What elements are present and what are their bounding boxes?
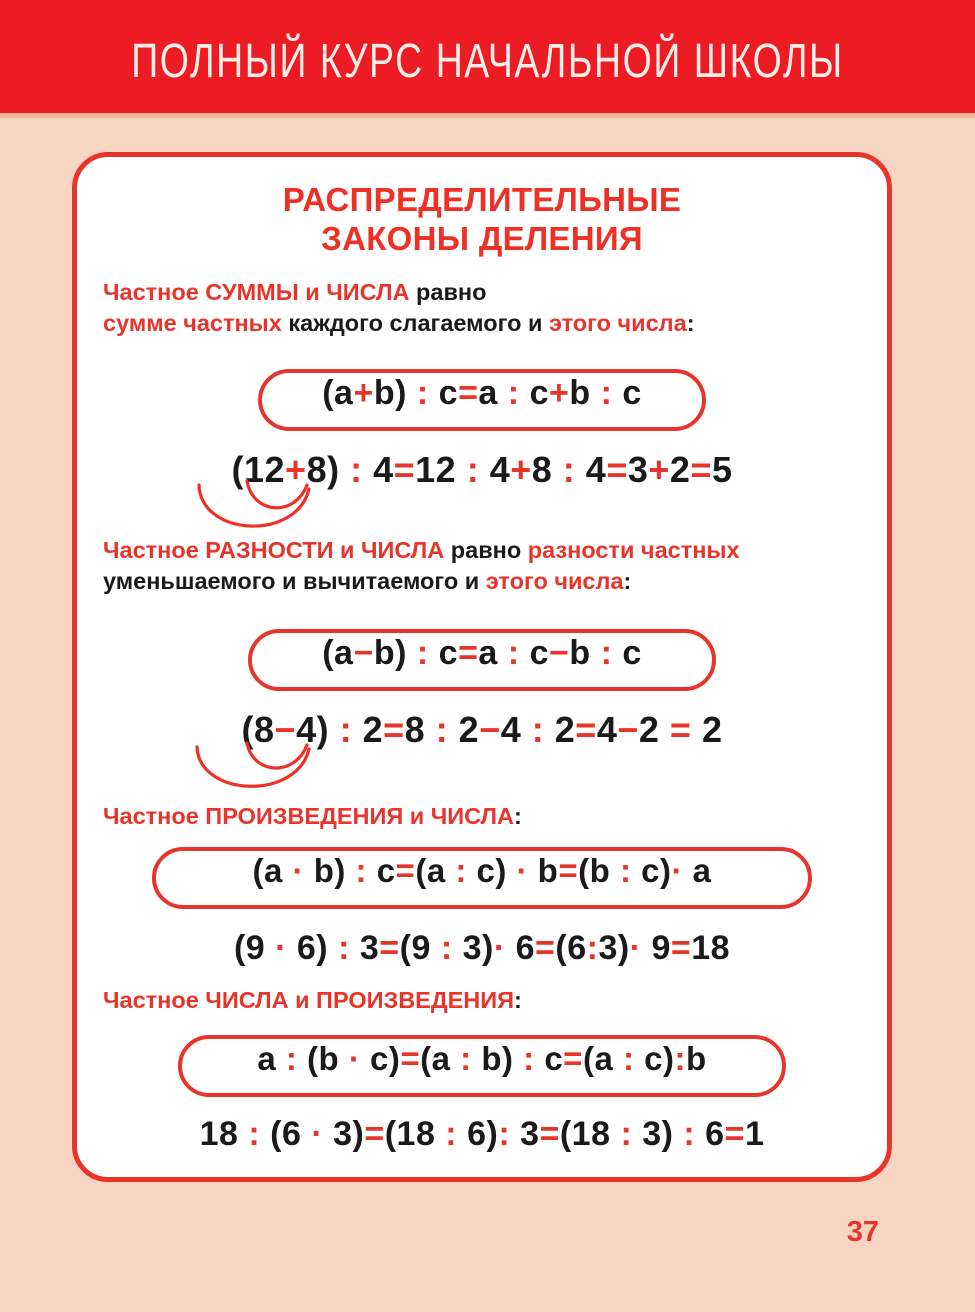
- formula-product-by-number-run-6: (a: [415, 852, 446, 889]
- rule-sum-by-number-0-run-1: равно: [416, 279, 487, 305]
- example-product-by-number-run-13: :: [586, 929, 599, 967]
- sections-container: [77, 157, 887, 1177]
- formula-difference-by-number-run-3: :: [406, 634, 439, 672]
- rule-sum-by-number-1-run-3: :: [686, 309, 695, 336]
- formula-sum-by-number-run-11: :: [590, 374, 623, 412]
- formula-difference-by-number-run-8: c: [529, 634, 549, 672]
- example-difference-by-number-run-5: =: [383, 709, 405, 750]
- arc-difference-by-number-1: [197, 747, 309, 786]
- formula-difference-by-number-run-11: :: [590, 634, 623, 672]
- formula-sum-by-number-run-8: c: [529, 374, 549, 412]
- formula-number-by-product-run-15: :: [674, 1040, 686, 1077]
- rule-line-number-by-product-0: [103, 985, 887, 1016]
- formula-product-by-number-run-5: =: [395, 852, 416, 889]
- example-product-by-number: [77, 929, 887, 968]
- formula-sum-by-number-run-9: +: [548, 374, 570, 412]
- formula-product-by-number-run-8: c): [476, 852, 507, 889]
- formula-difference-by-number: [322, 636, 642, 670]
- formula-number-by-product-run-9: :: [513, 1040, 545, 1077]
- rule-product-by-number-0-run-0: Частное ПРОИЗВЕДЕНИЯ и ЧИСЛА: [103, 803, 515, 829]
- example-number-by-product-run-2: (6: [270, 1115, 312, 1153]
- example-sum-by-number-run-4: 4: [373, 449, 394, 490]
- formula-sum-by-number: [322, 376, 642, 410]
- formula-sum-by-number-run-10: b: [569, 374, 591, 412]
- formula-difference-by-number-run-12: c: [622, 634, 642, 672]
- formula-sum-by-number-run-1: +: [353, 374, 374, 412]
- example-sum-by-number-run-10: 8: [531, 449, 553, 490]
- formula-number-by-product-run-13: :: [613, 1040, 645, 1077]
- formula-product-by-number-run-14: c): [641, 852, 672, 889]
- example-number-by-product-run-3: ·: [311, 1115, 324, 1153]
- example-product-by-number-run-7: :: [430, 929, 463, 967]
- rule-text-number-by-product: [77, 985, 887, 1016]
- example-difference-by-number-run-4: 2: [362, 709, 384, 750]
- formula-difference-by-number-run-4: c: [438, 634, 459, 672]
- example-number-by-product: [77, 1115, 887, 1154]
- example-difference-by-number-run-13: =: [575, 709, 597, 750]
- rule-difference-by-number-0-run-2: разности частных: [527, 537, 740, 563]
- formula-product-by-number-run-7: :: [445, 852, 477, 889]
- content-card: [72, 152, 892, 1182]
- example-product-by-number-run-0: (9: [233, 929, 276, 967]
- formula-product-by-number-run-15: ·: [671, 852, 683, 889]
- example-product-by-number-run-1: ·: [275, 929, 287, 967]
- example-number-by-product-run-0: 18: [199, 1115, 239, 1153]
- example-number-by-product-run-17: =: [724, 1115, 745, 1153]
- rule-product-by-number-0-run-1: :: [514, 803, 522, 829]
- example-difference-by-number-run-17: =: [669, 709, 692, 750]
- formula-sum-by-number-run-5: =: [458, 374, 479, 412]
- formula-number-by-product-run-7: :: [450, 1040, 482, 1077]
- example-number-by-product-run-1: :: [238, 1115, 271, 1153]
- rule-line-difference-by-number-0: [103, 535, 887, 566]
- example-sum-by-number-run-16: 2: [669, 449, 691, 490]
- example-sum-by-number-run-11: :: [552, 449, 586, 490]
- formula-number-by-product: [257, 1042, 706, 1075]
- rule-line-sum-by-number-1: [103, 308, 887, 339]
- formula-box-sum-by-number: [258, 369, 706, 431]
- rule-sum-by-number-1-run-0: сумме частных: [103, 309, 289, 336]
- example-number-by-product-run-6: (18: [384, 1115, 436, 1153]
- example-difference-by-number-run-15: −: [617, 709, 639, 750]
- example-product-by-number-run-16: 9: [641, 929, 671, 967]
- formula-product-by-number-run-3: :: [345, 852, 377, 889]
- example-sum-by-number-run-3: :: [339, 449, 374, 490]
- example-product-by-number-run-11: =: [535, 929, 556, 967]
- page-title-line-2: ЗАКОНЫ ДЕЛЕНИЯ: [321, 219, 643, 257]
- rule-number-by-product-0-run-0: Частное ЧИСЛА и ПРОИЗВЕДЕНИЯ: [103, 987, 515, 1013]
- example-product-by-number-run-10: 6: [505, 929, 536, 967]
- formula-sum-by-number-run-3: :: [406, 374, 439, 412]
- example-number-by-product-run-4: 3): [323, 1115, 365, 1153]
- formula-number-by-product-run-5: =: [400, 1040, 421, 1077]
- example-sum-by-number-run-6: 12: [415, 449, 457, 490]
- example-difference-by-number-run-1: −: [274, 709, 297, 750]
- example-number-by-product-run-7: :: [435, 1115, 468, 1153]
- formula-product-by-number-run-9: ·: [506, 852, 538, 889]
- header-underline: [0, 113, 975, 118]
- formula-difference-by-number-run-6: a: [478, 634, 498, 672]
- example-sum-by-number-run-9: +: [510, 449, 532, 490]
- example-sum-by-number-run-7: :: [456, 449, 490, 490]
- example-product-by-number-run-4: 3: [359, 929, 380, 967]
- example-difference-by-number-run-16: 2: [638, 709, 670, 750]
- rule-number-by-product-0-run-1: :: [514, 987, 522, 1013]
- example-product-by-number-run-18: 18: [691, 929, 731, 967]
- rule-text-difference-by-number: [77, 535, 887, 596]
- example-difference-by-number-run-0: (8: [241, 709, 275, 750]
- example-sum-by-number: [77, 449, 887, 491]
- arc-sum-by-number-1: [199, 485, 309, 526]
- formula-product-by-number-run-0: (a: [252, 852, 293, 889]
- formula-box-product-by-number: [152, 847, 812, 909]
- rule-line-sum-by-number-0: [103, 277, 887, 308]
- rule-difference-by-number-1-run-0: уменьшаемого и вычитаемого и: [103, 567, 486, 594]
- formula-number-by-product-run-16: b: [685, 1040, 707, 1077]
- formula-product-by-number: [253, 854, 712, 887]
- example-difference-by-number-run-2: 4): [296, 709, 330, 750]
- rule-difference-by-number-1-run-2: :: [623, 567, 632, 594]
- formula-difference-by-number-run-0: (a: [322, 634, 354, 672]
- example-sum-by-number-run-17: =: [690, 449, 712, 490]
- example-difference-by-number-run-3: :: [329, 709, 363, 750]
- rule-text-sum-by-number: [77, 277, 887, 338]
- example-difference-by-number-run-9: −: [479, 709, 501, 750]
- formula-number-by-product-run-8: b): [481, 1040, 514, 1077]
- formula-difference-by-number-run-7: :: [497, 634, 530, 672]
- formula-product-by-number-run-1: ·: [292, 852, 305, 889]
- formula-number-by-product-run-14: c): [644, 1040, 675, 1077]
- formula-difference-by-number-run-2: b): [373, 634, 407, 672]
- example-difference-by-number-run-8: 2: [458, 709, 480, 750]
- formula-sum-by-number-run-4: c: [438, 374, 459, 412]
- example-number-by-product-run-9: :: [498, 1115, 511, 1153]
- formula-sum-by-number-run-6: a: [478, 374, 498, 412]
- formula-product-by-number-run-2: b): [304, 852, 346, 889]
- formula-difference-by-number-run-9: −: [548, 634, 570, 672]
- formula-number-by-product-run-0: a: [257, 1040, 277, 1077]
- formula-product-by-number-run-12: (b: [578, 852, 611, 889]
- formula-sum-by-number-run-7: :: [497, 374, 530, 412]
- example-difference-by-number-run-12: 2: [554, 709, 576, 750]
- example-difference-by-number-run-18: 2: [691, 709, 723, 750]
- example-sum-by-number-run-12: 4: [585, 449, 607, 490]
- formula-product-by-number-run-11: =: [558, 852, 579, 889]
- rule-sum-by-number-1-run-2: этого числа: [548, 309, 687, 336]
- rule-line-product-by-number-0: [103, 801, 887, 832]
- example-product-by-number-run-9: ·: [493, 929, 506, 967]
- example-product-by-number-run-2: 6): [286, 929, 329, 967]
- example-sum-by-number-run-8: 4: [489, 449, 511, 490]
- formula-product-by-number-run-10: b: [537, 852, 559, 889]
- header-title: ПОЛНЫЙ КУРС НАЧАЛЬНОЙ ШКОЛЫ: [131, 35, 844, 88]
- example-number-by-product-run-12: (18: [559, 1115, 611, 1153]
- rule-sum-by-number-0-run-0: Частное СУММЫ и ЧИСЛА: [103, 279, 417, 305]
- formula-product-by-number-run-4: c: [376, 852, 396, 889]
- formula-number-by-product-run-4: c): [360, 1040, 401, 1077]
- formula-difference-by-number-run-5: =: [458, 634, 479, 672]
- formula-number-by-product-run-12: (a: [582, 1040, 614, 1077]
- example-product-by-number-run-12: (6: [555, 929, 587, 967]
- page-title-line-1: РАСПРЕДЕЛИТЕЛЬНЫЕ: [282, 181, 682, 218]
- example-number-by-product-run-8: 6): [467, 1115, 499, 1153]
- example-difference-by-number-run-7: :: [425, 709, 459, 750]
- rule-line-difference-by-number-1: [103, 566, 887, 597]
- formula-number-by-product-run-10: c: [544, 1040, 564, 1077]
- formula-number-by-product-run-6: (a: [420, 1040, 451, 1077]
- rule-difference-by-number-0-run-1: равно: [450, 537, 528, 563]
- formula-number-by-product-run-3: ·: [348, 1040, 361, 1077]
- formula-sum-by-number-run-12: c: [622, 374, 642, 412]
- formula-difference-by-number-run-1: −: [353, 634, 374, 672]
- rule-text-product-by-number: [77, 801, 887, 832]
- example-number-by-product-run-11: =: [539, 1115, 560, 1153]
- example-product-by-number-run-3: :: [328, 929, 360, 967]
- example-difference-by-number: [77, 709, 887, 751]
- page-number: 37: [846, 1216, 879, 1248]
- example-sum-by-number-run-1: +: [285, 449, 307, 490]
- formula-difference-by-number-run-10: b: [569, 634, 591, 672]
- example-sum-by-number-run-15: +: [648, 449, 670, 490]
- formula-box-number-by-product: [178, 1035, 786, 1097]
- example-sum-by-number-run-5: =: [393, 449, 416, 490]
- example-number-by-product-run-15: :: [673, 1115, 706, 1153]
- example-sum-by-number-run-0: (12: [231, 449, 286, 490]
- formula-product-by-number-run-13: :: [610, 852, 642, 889]
- rule-difference-by-number-1-run-1: этого числа: [485, 567, 624, 594]
- example-sum-by-number-run-18: 5: [711, 449, 733, 490]
- example-difference-by-number-run-14: 4: [596, 709, 618, 750]
- example-number-by-product-run-13: :: [610, 1115, 643, 1153]
- example-difference-by-number-run-6: 8: [404, 709, 426, 750]
- example-sum-by-number-run-2: 8): [306, 449, 340, 490]
- rule-sum-by-number-1-run-1: каждого слагаемого и: [288, 309, 549, 336]
- formula-box-difference-by-number: [248, 629, 716, 691]
- example-number-by-product-run-14: 3): [642, 1115, 674, 1153]
- formula-number-by-product-run-11: =: [563, 1040, 583, 1077]
- example-product-by-number-run-14: 3): [598, 929, 630, 967]
- header-banner: [0, 0, 975, 113]
- example-product-by-number-run-8: 3): [462, 929, 494, 967]
- formula-sum-by-number-run-2: b): [373, 374, 407, 412]
- formula-number-by-product-run-1: :: [276, 1040, 308, 1077]
- rule-difference-by-number-0-run-0: Частное РАЗНОСТИ и ЧИСЛА: [103, 537, 451, 563]
- example-product-by-number-run-17: =: [670, 929, 692, 967]
- formula-number-by-product-run-2: (b: [307, 1040, 349, 1077]
- example-sum-by-number-run-13: =: [606, 449, 628, 490]
- example-product-by-number-run-6: (9: [399, 929, 431, 967]
- formula-sum-by-number-run-0: (a: [322, 374, 354, 412]
- example-number-by-product-run-18: 1: [744, 1115, 765, 1153]
- example-number-by-product-run-5: =: [364, 1115, 385, 1153]
- example-difference-by-number-run-10: 4: [500, 709, 522, 750]
- example-number-by-product-run-10: 3: [510, 1115, 540, 1153]
- example-product-by-number-run-5: =: [379, 929, 400, 967]
- example-difference-by-number-run-11: :: [521, 709, 555, 750]
- example-number-by-product-run-16: 6: [705, 1115, 725, 1153]
- formula-product-by-number-run-16: a: [682, 852, 712, 889]
- example-product-by-number-run-15: ·: [629, 929, 642, 967]
- example-sum-by-number-run-14: 3: [627, 449, 649, 490]
